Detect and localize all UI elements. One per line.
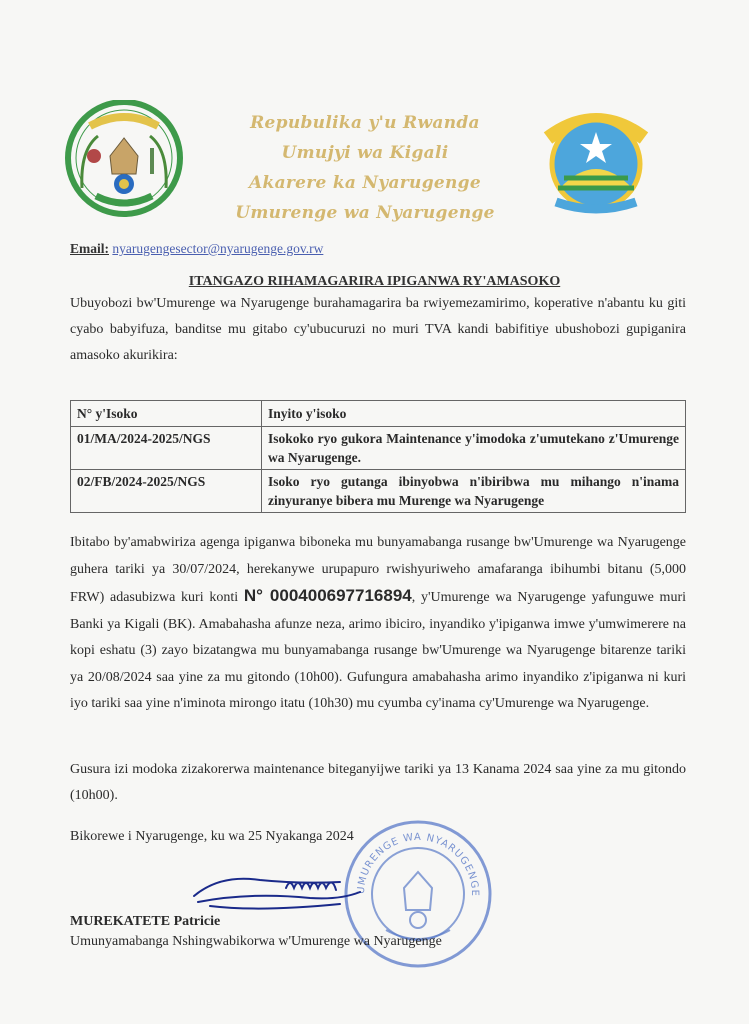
header-line-sector: Umurenge wa Nyarugenge — [235, 203, 495, 223]
tender-number: 01/MA/2024-2025/NGS — [71, 427, 262, 470]
city-of-kigali-emblem — [528, 98, 664, 218]
notice-title: ITANGAZO RIHAMAGARIRA IPIGANWA RY'AMASOKO — [188, 274, 561, 289]
instructions-paragraph — [70, 530, 686, 718]
column-header-number: N° y'Isoko — [71, 401, 262, 427]
stamp-text: UMURENGE WA NYARUGENGE — [355, 831, 481, 897]
signatory-name: MUREKATETE Patricie — [70, 914, 221, 929]
email-line — [70, 241, 323, 257]
table-header-row — [71, 401, 686, 427]
table-row — [71, 427, 686, 470]
institution-header — [205, 108, 525, 228]
tender-number: 02/FB/2024-2025/NGS — [71, 470, 262, 513]
svg-text:UMURENGE WA NYARUGENGE — [356, 832, 480, 897]
rwanda-coat-of-arms-emblem — [60, 100, 188, 220]
tender-title: Isokoko ryo gukora Maintenance y'imodoka z'umutekano z'Umurenge wa Nyarugenge. — [262, 427, 686, 470]
signatory-role: Umunyamabanga Nshingwabikorwa w'Umurenge wa Nyarugenge — [70, 934, 442, 949]
intro-paragraph: Ubuyobozi bw'Umurenge wa Nyarugenge burahamagarira ba rwiyemezamirimo, koperative n'abantu ku giti cyabo babyifuza, banditse mu gitabo cy'ubucuruzi no muri TVA kandi babifitiye ubushobozi gupiganira amasoko akurikira: — [70, 296, 686, 363]
site-visit-paragraph: Gusura izi modoka zizakorerwa maintenance biteganyijwe tariki ya 13 Kanama 2024 saa yine za mu gitondo (10h00). — [70, 762, 686, 803]
date-line: Bikorewe i Nyarugenge, ku wa 25 Nyakanga 2024 — [70, 829, 354, 844]
bank-account-number: N° 000400697716894 — [243, 586, 412, 605]
tenders-table — [70, 400, 686, 513]
table-row — [71, 470, 686, 513]
header-line-republic: Repubulika y'u Rwanda — [250, 113, 480, 133]
email-label: Email: — [70, 241, 109, 256]
tender-title: Isoko ryo gutanga ibinyobwa n'ibiribwa mu mihango n'inama zinyuranye bibera mu Murenge wa Nyarugenge — [262, 470, 686, 513]
column-header-title: Inyito y'isoko — [262, 401, 686, 427]
instructions-text-1: Ibitabo by'amabwiriza agenga ipiganwa biboneka mu bunyamabanga rusange bw'Umurenge wa Nyarugenge guhera tariki ya 30/07/2024, herekanywe urupapuro rwishyuriweho amafaranga ibihumbi bitanu (5,000 FRW) adasubizwa kuri konti — [70, 535, 686, 605]
header-line-district: Akarere ka Nyarugenge — [249, 173, 481, 193]
header-line-city: Umujyi wa Kigali — [281, 143, 449, 163]
instructions-text-2: , y'Umurenge wa Nyarugenge yafunguwe muri Banki ya Kigali (BK). Amabahasha afunze neza, arimo ibiciro, inyandiko y'ipiganwa imwe y'umwimerere na kopi eshatu (3) zayo bizatangwa mu bunyamabanga rusange bw'Umurenge wa Nyarugenge bitarenze tariki ya 20/08/2024 saa yine za mu gitondo (10h00). Gufungura amabahasha arimo inyandiko z'ipiganwa ni kuri iyo tariki saa yine n'iminota mirongo itatu (10h30) mu cyumba cy'inama cy'Umurenge wa Nyarugenge. — [70, 590, 686, 711]
handwritten-signature — [190, 862, 365, 917]
email-link[interactable]: nyarugengesector@nyarugenge.gov.rw — [112, 241, 324, 256]
